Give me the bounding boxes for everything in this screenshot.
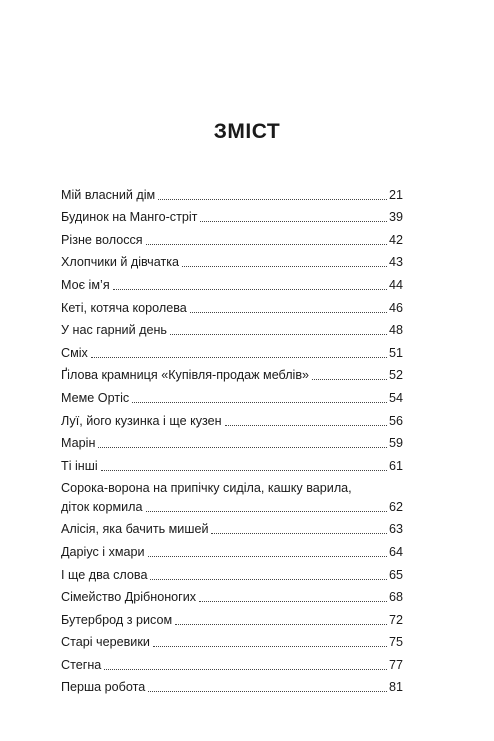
toc-entry-title: Кеті, котяча королева — [61, 300, 187, 315]
toc-entry-page: 81 — [388, 680, 403, 695]
toc-entry-page: 51 — [388, 345, 403, 360]
toc-entry-title: Марін — [61, 436, 96, 451]
toc-entry-page: 48 — [388, 323, 403, 338]
toc-entry — [61, 429, 403, 452]
dot-leader — [190, 312, 387, 313]
toc-entry-page: 65 — [388, 567, 403, 582]
dot-leader — [150, 579, 387, 580]
toc-entry-title: Різне волосся — [61, 232, 143, 247]
toc-entry — [61, 560, 403, 583]
dot-leader — [148, 556, 387, 557]
dot-leader — [170, 334, 387, 335]
toc-entry — [61, 650, 403, 673]
dot-leader — [146, 511, 387, 512]
toc-entry-title: Бутерброд з рисом — [61, 612, 173, 627]
toc-entry-page: 64 — [388, 544, 403, 559]
toc-entry — [61, 383, 403, 406]
dot-leader — [211, 533, 387, 534]
toc-entry-page: 77 — [388, 657, 403, 672]
toc-entry — [61, 537, 403, 560]
toc-entry-page: 42 — [388, 232, 403, 247]
toc-entry-title: Моє ім’я — [61, 277, 110, 292]
toc-entry-title: Сміх — [61, 345, 88, 360]
toc-entry — [61, 225, 403, 248]
table-of-contents — [61, 180, 403, 695]
dot-leader — [175, 624, 387, 625]
page-title: ЗМІСТ — [213, 120, 281, 143]
toc-entry-title: діток кормила — [61, 499, 143, 514]
toc-entry-page: 59 — [388, 436, 403, 451]
toc-entry-page: 75 — [388, 635, 403, 650]
dot-leader — [153, 646, 387, 647]
dot-leader — [146, 244, 387, 245]
toc-entry — [61, 203, 403, 226]
dot-leader — [182, 266, 387, 267]
toc-entry — [61, 293, 403, 316]
toc-entry — [61, 270, 403, 293]
toc-entry-title: Луї, його кузинка і ще кузен — [61, 413, 222, 428]
toc-entry-title: Стегна — [61, 657, 102, 672]
toc-entry-title: Ті інші — [61, 458, 98, 473]
toc-entry-title: Алісія, яка бачить мишей — [61, 522, 209, 537]
toc-entry-page: 39 — [388, 210, 403, 225]
dot-leader — [158, 199, 387, 200]
dot-leader — [91, 357, 387, 358]
dot-leader — [104, 669, 387, 670]
toc-entry — [61, 515, 403, 538]
toc-entry-page: 52 — [388, 368, 403, 383]
toc-entry — [61, 248, 403, 271]
toc-entry-page: 62 — [388, 499, 403, 514]
toc-entry — [61, 474, 403, 515]
toc-entry — [61, 628, 403, 651]
toc-entry — [61, 406, 403, 429]
dot-leader — [132, 402, 387, 403]
toc-entry-page: 43 — [388, 255, 403, 270]
dot-leader — [148, 691, 387, 692]
toc-entry-title: Хлопчики й дівчатка — [61, 255, 180, 270]
dot-leader — [312, 379, 387, 380]
dot-leader — [199, 601, 387, 602]
toc-entry-title: Даріус і хмари — [61, 544, 145, 559]
toc-entry-page: 63 — [388, 522, 403, 537]
toc-entry-page: 54 — [388, 390, 403, 405]
dot-leader — [101, 470, 387, 471]
toc-entry-title: Мій власний дім — [61, 187, 156, 202]
dot-leader — [225, 425, 387, 426]
toc-entry-title-line1: Сорока-ворона на припічку сиділа, кашку варила, — [61, 480, 352, 495]
toc-entry — [61, 583, 403, 606]
toc-entry — [61, 180, 403, 203]
toc-entry — [61, 673, 403, 696]
toc-entry-page: 68 — [388, 590, 403, 605]
toc-entry-title: У нас гарний день — [61, 323, 167, 338]
toc-entry — [61, 338, 403, 361]
toc-entry — [61, 361, 403, 384]
toc-entry-page: 44 — [388, 277, 403, 292]
dot-leader — [200, 221, 387, 222]
toc-entry-title: Сімейство Дрібноногих — [61, 590, 197, 605]
toc-entry-page: 46 — [388, 300, 403, 315]
toc-entry-title: Меме Ортіс — [61, 390, 130, 405]
toc-entry-page: 61 — [388, 458, 403, 473]
toc-entry — [61, 451, 403, 474]
toc-entry-title: І ще два слова — [61, 567, 148, 582]
toc-entry-page: 56 — [388, 413, 403, 428]
dot-leader — [98, 447, 387, 448]
dot-leader — [113, 289, 387, 290]
toc-entry-title: Перша робота — [61, 680, 146, 695]
toc-entry-title: Ґілова крамниця «Купівля-продаж меблів» — [61, 368, 310, 383]
toc-entry — [61, 605, 403, 628]
toc-entry-page: 21 — [388, 187, 403, 202]
toc-entry-title: Старі черевики — [61, 635, 150, 650]
toc-entry-page: 72 — [388, 612, 403, 627]
toc-entry — [61, 316, 403, 339]
toc-entry-title-line2 — [61, 500, 403, 515]
toc-entry-title: Будинок на Манго-стріт — [61, 210, 198, 225]
